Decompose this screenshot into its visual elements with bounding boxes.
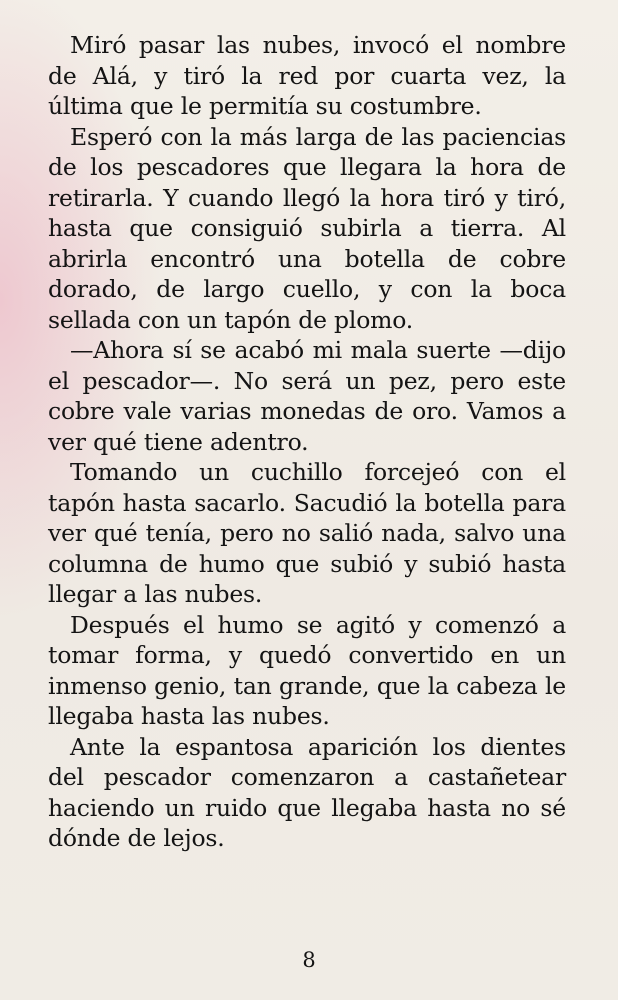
- paragraph-2: Esperó con la más larga de las paciencias de los pescadores que llegara la hora de retirarla. Y cuando llegó la hora tiró y tiró, hasta que consiguió subirla a tierra. Al abrirla encontró una botella de cobre dorado, de largo cuello, y con la boca sellada con un tapón de plomo.: [48, 122, 566, 334]
- page-number: 8: [302, 948, 316, 972]
- paragraph-6: Ante la espantosa aparición los dientes del pescador comenzaron a castañetear haciendo un ruido que llegaba hasta no sé dónde de lejos.: [48, 732, 566, 852]
- paragraph-3: —Ahora sí se acabó mi mala suerte —dijo el pescador—. No será un pez, pero este cobre vale varias monedas de oro. Vamos a ver qué tiene adentro.: [48, 336, 566, 456]
- paragraph-4: Tomando un cuchillo forcejeó con el tapón hasta sacarlo. Sacudió la botella para ver qué tenía, pero no salió nada, salvo una columna de humo que subió y subió hasta llegar a las nubes.: [48, 458, 566, 608]
- paragraph-5: Después el humo se agitó y comenzó a tomar forma, y quedó convertido en un inmenso genio, tan grande, que la cabeza le llegaba hasta las nubes.: [48, 610, 566, 730]
- body-text: [48, 30, 566, 854]
- paragraph-1: Miró pasar las nubes, invocó el nombre de Alá, y tiró la red por cuarta vez, la última que le permitía su costumbre.: [48, 31, 566, 120]
